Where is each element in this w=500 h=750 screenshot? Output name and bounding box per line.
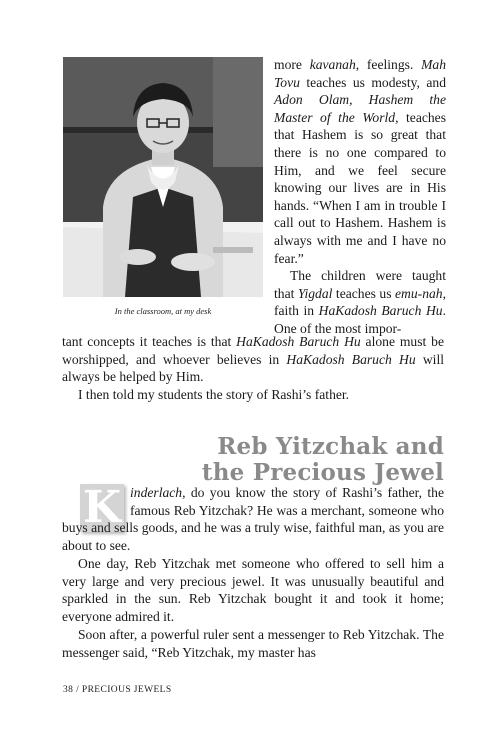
heading-line-2: the Precious Jewel bbox=[201, 459, 444, 486]
text-span: tant concepts it teaches is that bbox=[62, 334, 237, 349]
right-column-text bbox=[274, 56, 446, 338]
text-span: more bbox=[274, 57, 310, 72]
drop-cap-letter: K bbox=[82, 482, 122, 533]
paragraph-prayers bbox=[274, 56, 446, 267]
text-span: teaches us bbox=[332, 285, 396, 301]
italic-term: emu-nah bbox=[395, 285, 443, 301]
photo-illustration bbox=[63, 57, 263, 297]
section-heading bbox=[114, 434, 444, 486]
text-span: , teaches that Hashem is so great that there is no one compared to Him, and we feel secure knowing our lives are in His hands. “When I am in trouble I call out to Hashem. Hashem is always with me and I have no fear.” bbox=[274, 109, 447, 266]
italic-term: inderlach bbox=[130, 485, 183, 500]
italic-term: HaKadosh Baruch Hu bbox=[318, 303, 443, 319]
classroom-photo bbox=[63, 57, 263, 297]
paragraph-rashi-intro: I then told my students the story of Rashi’s father. bbox=[78, 387, 350, 402]
text-span: The children were taught that bbox=[274, 268, 446, 301]
text-span: teaches us modesty, and bbox=[299, 74, 446, 90]
heading-line-1: Reb Yitzchak and bbox=[217, 433, 444, 460]
story-paragraph-2: One day, Reb Yitzchak met someone who offered to sell him a very large and very precious jewel. It was unusually beautiful and sparkled in the sun. Reb Yitzchak bought it and took it home; everyone admired it. bbox=[62, 556, 444, 624]
italic-term: HaKadosh Baruch Hu bbox=[286, 351, 416, 367]
text-span: , faith in bbox=[274, 285, 446, 319]
text-span: will always be helped by Him. bbox=[62, 351, 444, 385]
paragraph-yigdal bbox=[274, 267, 446, 337]
italic-term: Adon Olam, Hashem the Master of the World bbox=[274, 92, 446, 125]
italic-term: Yigdal bbox=[297, 285, 333, 301]
paragraph-yigdal-continued bbox=[62, 333, 444, 386]
text-span: , feelings. bbox=[355, 57, 422, 72]
italic-term: Mah Tovu bbox=[274, 57, 446, 90]
story-paragraph-3: Soon after, a powerful ruler sent a messenger to Reb Yitzchak. The messenger said, “Reb Yitzchak, my master has bbox=[62, 627, 444, 660]
text-span: , do you know the story of Rashi’s father, the famous Reb Yitzchak? He was a merchant, someone who bbox=[130, 485, 444, 518]
photo-caption: In the classroom, at my desk bbox=[114, 306, 212, 316]
text-span: . One of the most impor- bbox=[274, 303, 446, 336]
story-paragraph-1-top bbox=[130, 484, 444, 519]
text-span: alone must be worshipped, and whoever believes in bbox=[62, 334, 444, 367]
page-footer: 38 / PRECIOUS JEWELS bbox=[63, 685, 172, 695]
text-span: buys and sells goods, and he was a truly wise, faithful man, as you are about to see. bbox=[62, 520, 444, 553]
italic-term: HaKadosh Baruch Hu bbox=[236, 334, 361, 349]
italic-term: kavanah bbox=[309, 57, 356, 72]
story-paragraph-1 bbox=[62, 519, 444, 554]
